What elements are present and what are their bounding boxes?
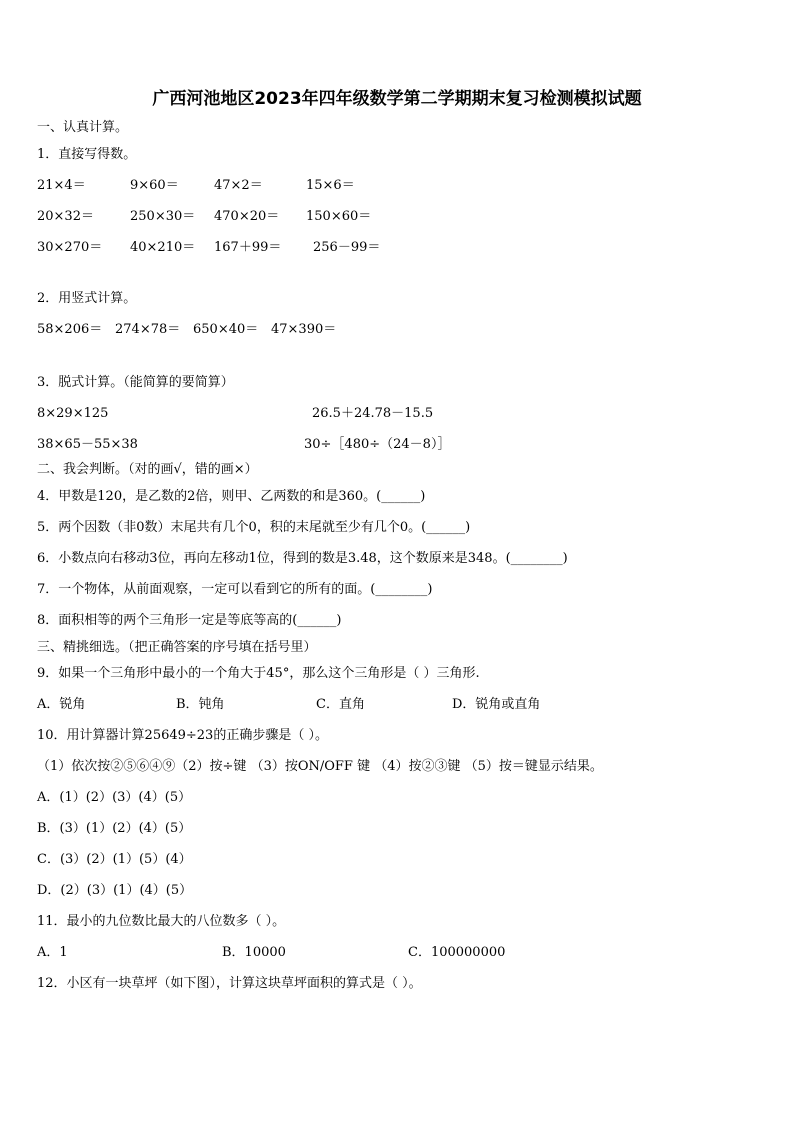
q2-item: 47×390＝ [271, 322, 337, 337]
q2-item: 274×78＝ [115, 322, 181, 337]
judge-question: 8．面积相等的两个三角形一定是等底等高的(______) [37, 613, 342, 628]
q1-item: 250×30＝ [130, 209, 196, 224]
judge-question: 6．小数点向右移动3位，再向左移动1位，得到的数是3.48，这个数原来是348。(________) [37, 551, 568, 566]
q11-stem: 11．最小的九位数比最大的八位数多（ ）。 [37, 914, 286, 929]
q10-steps: （1）依次按②⑤⑥④⑨（2）按÷键 （3）按ON/OFF 键 （4）按②③键 （5）按＝键显示结果。 [37, 759, 603, 774]
q2-item: 58×206＝ [37, 322, 103, 337]
section3-heading: 三、精挑细选。（把正确答案的序号填在括号里） [37, 640, 317, 655]
q10-option: D．(2）(3）(1）(4）(5） [37, 883, 193, 898]
q12-stem: 12．小区有一块草坪（如下图），计算这块草坪面积的算式是（ ）。 [37, 976, 422, 991]
q1-item: 40×210＝ [130, 240, 196, 255]
page-title: 广西河池地区2023年四年级数学第二学期期末复习检测模拟试题 [152, 89, 642, 109]
q10-stem: 10．用计算器计算25649÷23的正确步骤是（ ）。 [37, 728, 328, 743]
q2-item: 650×40＝ [193, 322, 259, 337]
q1-item: 256－99＝ [313, 240, 381, 255]
q3-item: 26.5＋24.78－15.5 [312, 406, 434, 421]
q1-item: 30×270＝ [37, 240, 103, 255]
q1-item: 20×32＝ [37, 209, 94, 224]
q9-stem: 9．如果一个三角形中最小的一个角大于45°，那么这个三角形是（ ）三角形. [37, 666, 480, 681]
q3-item: 30÷［480÷（24－8）］ [304, 437, 451, 452]
q9-option: B．钝角 [176, 697, 225, 712]
q1-item: 15×6＝ [306, 178, 355, 193]
q2-stem: 2．用竖式计算。 [37, 291, 137, 306]
q1-stem: 1．直接写得数。 [37, 147, 137, 162]
q1-item: 167＋99＝ [214, 240, 282, 255]
q9-option: C．直角 [316, 697, 365, 712]
q11-option: A．1 [37, 945, 68, 960]
section2-heading: 二、我会判断。（对的画√，错的画×） [37, 462, 258, 477]
q3-item: 8×29×125 [37, 406, 109, 421]
q9-option: D．锐角或直角 [452, 697, 541, 712]
q3-stem: 3．脱式计算。（能简算的要简算） [37, 375, 234, 390]
q10-option: A．(1）(2）(3）(4）(5） [37, 790, 192, 805]
section1-heading: 一、认真计算。 [37, 120, 129, 135]
q10-option: C．(3）(2）(1）(5）(4） [37, 852, 192, 867]
q1-item: 21×4＝ [37, 178, 86, 193]
q9-option: A．锐角 [37, 697, 86, 712]
judge-question: 4．甲数是120，是乙数的2倍，则甲、乙两数的和是360。(______) [37, 489, 426, 504]
q11-option: C．100000000 [408, 945, 506, 960]
q11-option: B．10000 [222, 945, 286, 960]
q1-item: 9×60＝ [130, 178, 179, 193]
q1-item: 470×20＝ [214, 209, 280, 224]
q3-item: 38×65－55×38 [37, 437, 138, 452]
judge-question: 7．一个物体，从前面观察，一定可以看到它的所有的面。(________) [37, 582, 433, 597]
q1-item: 47×2＝ [214, 178, 263, 193]
judge-question: 5．两个因数（非0数）末尾共有几个0，积的末尾就至少有几个0。(______) [37, 520, 471, 535]
q10-option: B．(3）(1）(2）(4）(5） [37, 821, 192, 836]
q1-item: 150×60＝ [306, 209, 372, 224]
